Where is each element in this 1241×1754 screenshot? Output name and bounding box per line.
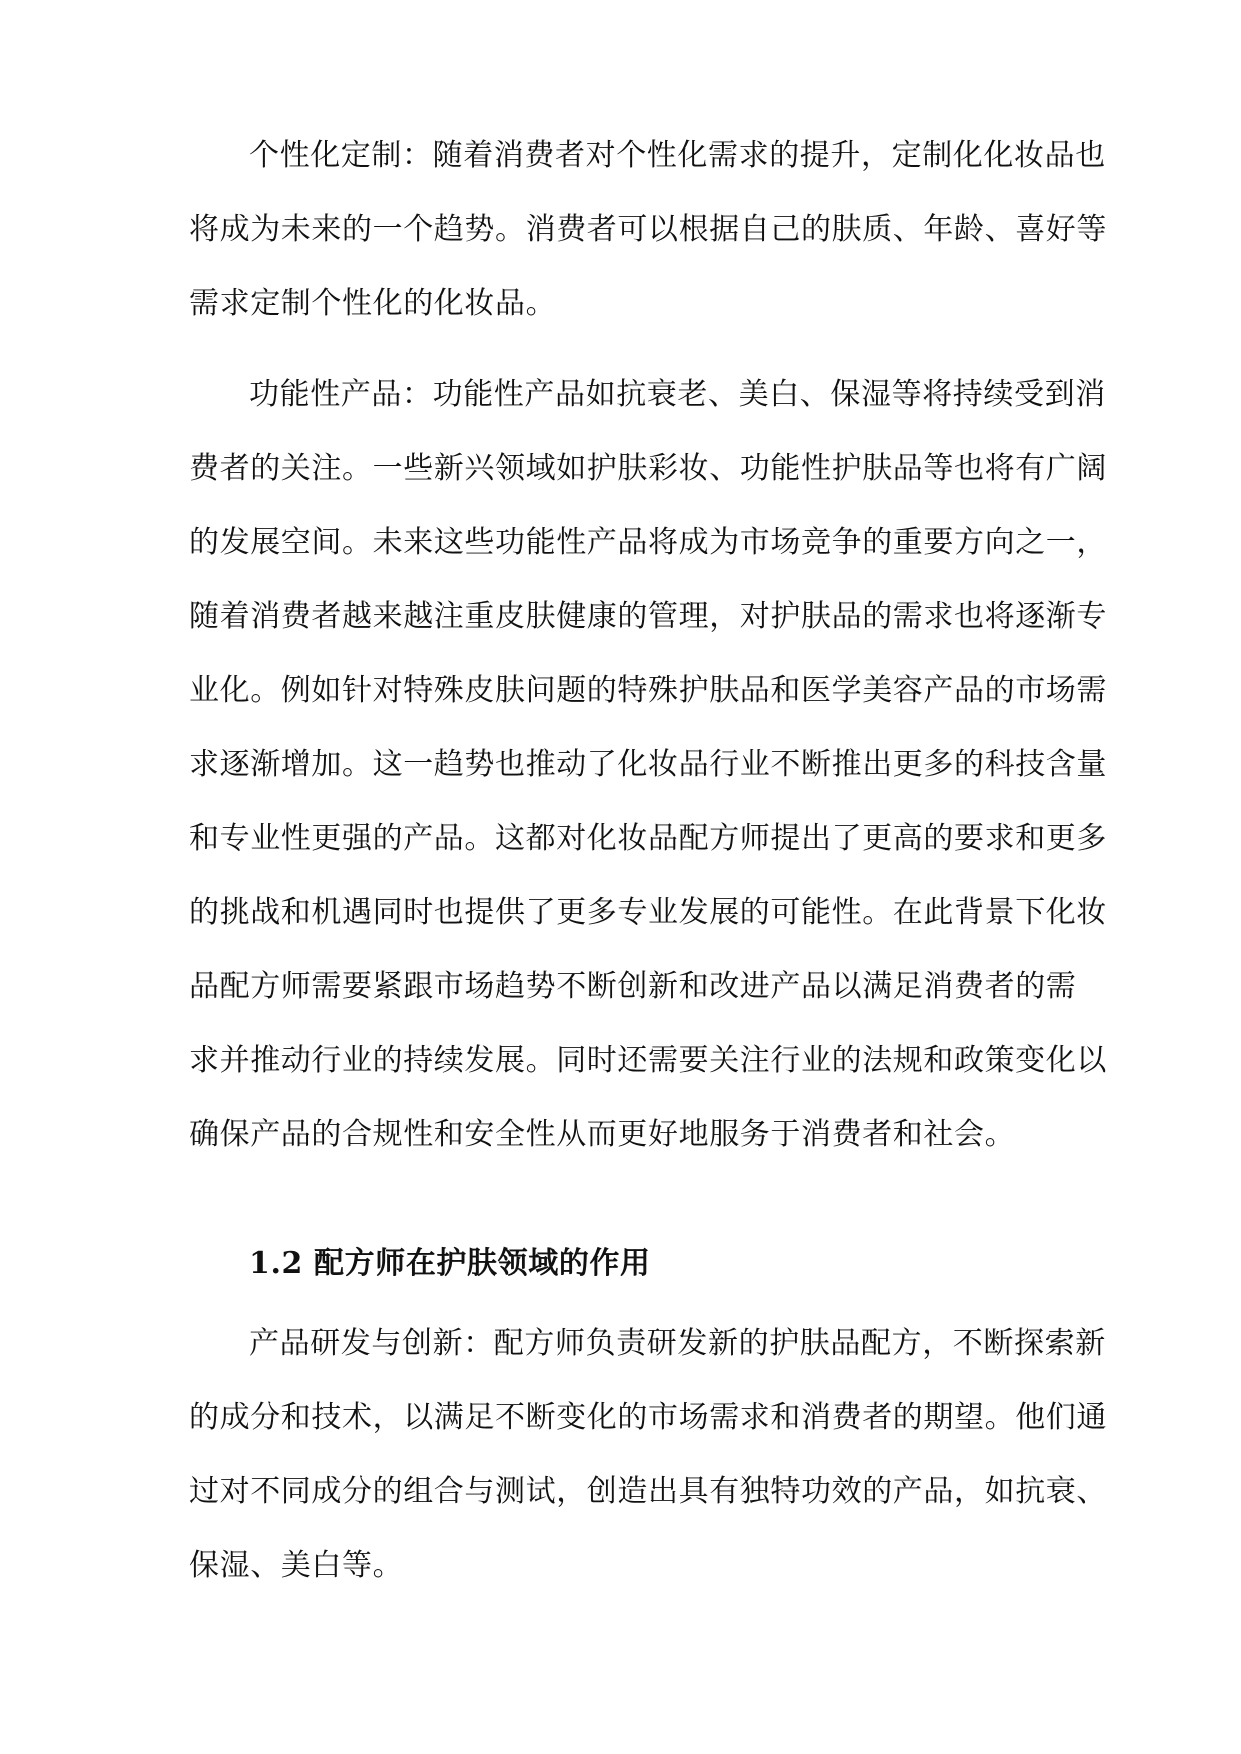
paragraph-functional-products-line-8: 的挑战和机遇同时也提供了更多专业发展的可能性。在此背景下化妆	[189, 895, 1107, 930]
paragraph-functional-products-line-3: 的发展空间。未来这些功能性产品将成为市场竞争的重要方向之一，	[189, 525, 1107, 560]
paragraph-personalization-line-1: 个性化定制：随着消费者对个性化需求的提升，定制化化妆品也	[249, 138, 1106, 173]
paragraph-personalization-line-3: 需求定制个性化的化妆品。	[189, 286, 557, 321]
paragraph-rd-innovation-line-3: 过对不同成分的组合与测试，创造出具有独特功效的产品，如抗衰、	[189, 1474, 1107, 1509]
paragraph-rd-innovation-line-1: 产品研发与创新：配方师负责研发新的护肤品配方，不断探索新	[249, 1326, 1106, 1361]
paragraph-personalization-line-2: 将成为未来的一个趋势。消费者可以根据自己的肤质、年龄、喜好等	[189, 212, 1107, 247]
paragraph-functional-products-line-7: 和专业性更强的产品。这都对化妆品配方师提出了更高的要求和更多	[189, 821, 1107, 856]
paragraph-functional-products-line-2: 费者的关注。一些新兴领域如护肤彩妆、功能性护肤品等也将有广阔	[189, 451, 1107, 486]
paragraph-functional-products-line-5: 业化。例如针对特殊皮肤问题的特殊护肤品和医学美容产品的市场需	[189, 673, 1107, 708]
paragraph-functional-products-line-1: 功能性产品：功能性产品如抗衰老、美白、保湿等将持续受到消	[249, 377, 1106, 412]
paragraph-functional-products-line-6: 求逐渐增加。这一趋势也推动了化妆品行业不断推出更多的科技含量	[189, 747, 1107, 782]
paragraph-functional-products-line-9: 品配方师需要紧跟市场趋势不断创新和改进产品以满足消费者的需	[189, 969, 1077, 1004]
paragraph-functional-products-line-11: 确保产品的合规性和安全性从而更好地服务于消费者和社会。	[189, 1117, 1016, 1152]
paragraph-rd-innovation-line-2: 的成分和技术，以满足不断变化的市场需求和消费者的期望。他们通	[189, 1400, 1107, 1435]
paragraph-functional-products-line-4: 随着消费者越来越注重皮肤健康的管理，对护肤品的需求也将逐渐专	[189, 599, 1107, 634]
section-heading: 1.2 配方师在护肤领域的作用	[249, 1246, 651, 1281]
paragraph-functional-products-line-10: 求并推动行业的持续发展。同时还需要关注行业的法规和政策变化以	[189, 1043, 1107, 1078]
paragraph-rd-innovation-line-4: 保湿、美白等。	[189, 1548, 404, 1583]
